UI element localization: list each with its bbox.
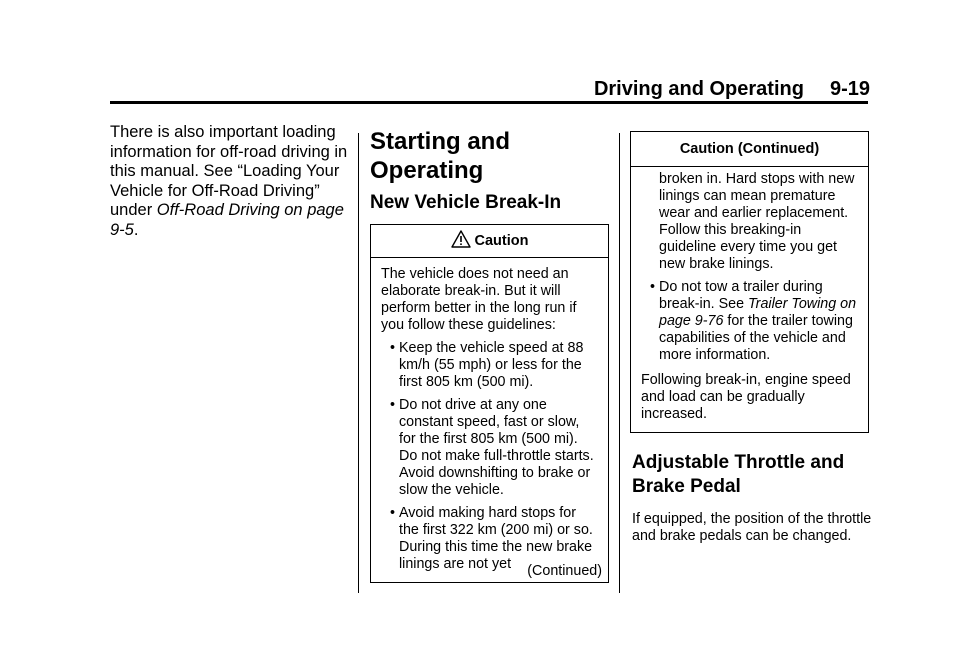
towing-text: Do not tow a trailer during break-in. See bbox=[659, 279, 823, 312]
guideline-text: Avoid making hard stops for the first 322 km (200 mi) or so. During this time the new brake linings are not yet bbox=[399, 505, 593, 572]
caution-title bbox=[371, 225, 608, 258]
caution-intro: The vehicle does not need an elaborate break-in. But it will perform better in the long run if you follow these guidelines: bbox=[381, 266, 577, 333]
bullet-icon: • bbox=[390, 340, 396, 356]
caution-body bbox=[371, 258, 608, 573]
guideline-text: Do not drive at any one constant speed, fast or slow, for the first 805 km (500 mi). Do not make full-throttle starts. Avoid downshifting to brake or slow the vehicle. bbox=[399, 397, 594, 498]
caution-continued-body bbox=[631, 167, 868, 423]
bullet-icon: • bbox=[390, 505, 396, 521]
caution-continued-title: Caution (Continued) bbox=[631, 132, 868, 167]
warning-triangle-icon bbox=[451, 230, 471, 248]
break-in-heading: New Vehicle Break-In bbox=[370, 192, 562, 213]
towing-text-end: for the trailer towing capabilities of the vehicle and more information. bbox=[659, 313, 853, 363]
page-header bbox=[594, 78, 870, 101]
header-rule bbox=[110, 101, 868, 104]
list-item bbox=[381, 397, 598, 499]
loading-info-end: . bbox=[133, 220, 139, 239]
caution-title-text: Caution bbox=[474, 232, 529, 249]
loading-info-paragraph bbox=[110, 123, 350, 240]
list-item bbox=[381, 340, 598, 391]
list-item bbox=[641, 279, 858, 364]
guideline-list bbox=[381, 340, 598, 573]
column-divider-right bbox=[619, 133, 620, 593]
trailer-towing-link[interactable]: Trailer Towing on page 9-76 bbox=[659, 296, 857, 329]
bullet-icon: • bbox=[390, 397, 396, 413]
continued-label: (Continued) bbox=[527, 563, 602, 579]
page-number: 9-19 bbox=[829, 78, 870, 100]
bullet-icon: • bbox=[650, 279, 656, 295]
towing-list bbox=[641, 279, 858, 364]
off-road-driving-link[interactable]: Off-Road Driving on page 9-5 bbox=[110, 201, 344, 239]
after-break-in-text: Following break-in, engine speed and load can be gradually increased. bbox=[641, 372, 851, 422]
column-divider-left bbox=[358, 133, 359, 593]
adjustable-pedal-heading: Adjustable Throttle and Brake Pedal bbox=[632, 452, 845, 497]
section-heading: Starting and Operating bbox=[370, 128, 511, 184]
continuation-text: broken in. Hard stops with new linings can mean premature wear and earlier replacement. Follow this breaking-in guideline every time you get new brake linings. bbox=[659, 171, 855, 272]
section-title: Driving and Operating bbox=[593, 78, 804, 100]
caution-continued-box bbox=[630, 131, 869, 433]
guideline-text: Keep the vehicle speed at 88 km/h (55 mph) or less for the first 805 km (500 mi). bbox=[399, 340, 584, 390]
caution-box bbox=[370, 224, 609, 583]
adjustable-pedal-paragraph: If equipped, the position of the throttle and brake pedals can be changed. bbox=[632, 511, 872, 544]
loading-info-text: There is also important loading information for off-road driving in this manual. See “Loading Your Vehicle for Off-Road Driving” under bbox=[110, 123, 348, 219]
